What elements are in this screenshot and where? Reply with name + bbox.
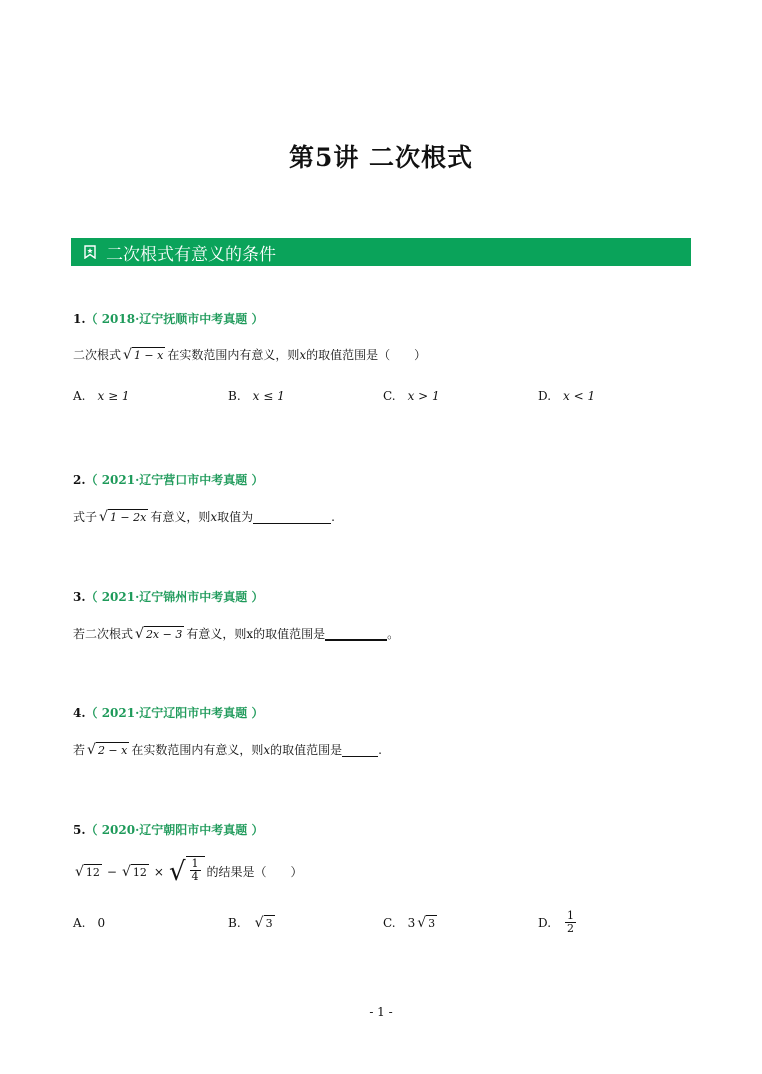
question-number: 1.: [73, 312, 86, 326]
question-5: [73, 822, 263, 838]
denominator: 2: [567, 922, 575, 935]
variable: x: [299, 348, 307, 362]
option-text: 0: [97, 915, 106, 930]
option-b[interactable]: [228, 389, 383, 403]
option-text: x ≤ 1: [252, 389, 285, 403]
option-letter: A.: [73, 389, 86, 403]
radicand: 12: [85, 866, 100, 879]
question-1-text: [73, 345, 426, 365]
question-4: [73, 705, 263, 721]
text-segment: 的取值范围是（ ）: [306, 348, 427, 362]
question-4-text: [73, 740, 382, 760]
options-5: [73, 910, 693, 935]
denominator: 4: [191, 870, 199, 883]
answer-blank[interactable]: [342, 744, 378, 757]
option-letter: D.: [538, 915, 552, 930]
option-text: x < 1: [563, 389, 596, 403]
text-segment: 取值为: [217, 510, 254, 524]
page-number: - 1 -: [369, 1005, 393, 1019]
text-segment: 的结果是（ ）: [206, 865, 303, 879]
option-letter: D.: [538, 389, 552, 403]
option-letter: B.: [228, 389, 241, 403]
option-letter: A.: [73, 915, 86, 930]
text-segment: 若: [73, 743, 86, 757]
page-title: 第5讲 二次根式: [288, 143, 474, 172]
option-b[interactable]: [228, 915, 383, 931]
option-letter: C.: [383, 389, 396, 403]
fraction: [190, 858, 201, 883]
coefficient: 3: [407, 915, 416, 930]
question-5-text: [73, 852, 303, 892]
answer-blank[interactable]: [253, 511, 331, 524]
question-3-text: [73, 624, 399, 644]
question-number: 3.: [73, 590, 86, 604]
options-1: [73, 389, 693, 403]
radical: √ 1 − x: [123, 347, 164, 363]
variable: x: [210, 510, 218, 524]
question-2: [73, 472, 263, 488]
question-source: （ 2021·辽宁营口市中考真题 ）: [85, 473, 264, 487]
option-a[interactable]: [73, 916, 228, 930]
radical: √ 3: [417, 914, 436, 931]
radicand: 2 − x: [97, 744, 128, 757]
text-segment: 在实数范围内有意义，则: [131, 743, 264, 757]
section-banner: [71, 238, 691, 266]
text-segment: .: [378, 743, 382, 757]
radicand: 12: [132, 866, 147, 879]
section-title: 二次根式有意义的条件: [106, 244, 276, 265]
radical: √ 3: [254, 914, 273, 931]
option-letter: C.: [383, 915, 396, 930]
fraction: [565, 910, 576, 935]
radical: √ 2x − 3: [135, 626, 183, 642]
question-3: [73, 589, 263, 605]
numerator: 1: [567, 909, 575, 922]
text-segment: 的取值范围是: [270, 743, 343, 757]
radical: √ 2 − x: [87, 742, 128, 758]
minus-sign: −: [106, 865, 117, 879]
question-source: （ 2020·辽宁朝阳市中考真题 ）: [85, 823, 264, 837]
radical: √ 12: [121, 864, 147, 880]
radical: √ 1 − 2x: [99, 509, 147, 525]
text-segment: 二次根式: [73, 348, 122, 362]
radical-fraction: √ $\frac{1}{4}$: [169, 856, 205, 888]
radicand: 1 − 2x: [109, 511, 147, 524]
text-segment: .: [331, 510, 335, 524]
text-segment: 有意义，则: [150, 510, 211, 524]
question-number: 2.: [73, 473, 86, 487]
radicand: 3: [428, 916, 436, 930]
answer-blank[interactable]: [325, 627, 387, 641]
radical: √ 12: [75, 864, 100, 880]
option-text: x ≥ 1: [97, 389, 130, 403]
option-letter: B.: [228, 915, 241, 930]
question-number: 5.: [73, 823, 86, 837]
question-source: （ 2021·辽宁辽阳市中考真题 ）: [85, 706, 264, 720]
radicand: 3: [265, 916, 273, 930]
times-sign: ×: [153, 865, 164, 879]
question-source: （ 2018·辽宁抚顺市中考真题 ）: [85, 312, 264, 326]
question-source: （ 2021·辽宁锦州市中考真题 ）: [85, 590, 264, 604]
question-2-text: [73, 507, 335, 527]
option-d[interactable]: [538, 389, 693, 403]
text-segment: 有意义，则x的取值范围是: [186, 627, 326, 641]
radicand: 1 − x: [133, 349, 164, 362]
bookmark-star-icon: [84, 245, 96, 259]
option-c[interactable]: [383, 389, 538, 403]
option-c[interactable]: [383, 915, 538, 931]
text-segment: 在实数范围内有意义，则: [167, 348, 300, 362]
question-1: [73, 311, 263, 327]
option-d[interactable]: [538, 910, 693, 935]
numerator: 1: [191, 857, 199, 870]
option-text: x > 1: [407, 389, 440, 403]
text-segment: 式子: [73, 510, 98, 524]
text-segment: 若二次根式: [73, 627, 134, 641]
text-segment: 。: [387, 627, 400, 641]
variable: x: [263, 743, 271, 757]
option-a[interactable]: [73, 389, 228, 403]
question-number: 4.: [73, 706, 86, 720]
radicand: 2x − 3: [145, 628, 183, 641]
